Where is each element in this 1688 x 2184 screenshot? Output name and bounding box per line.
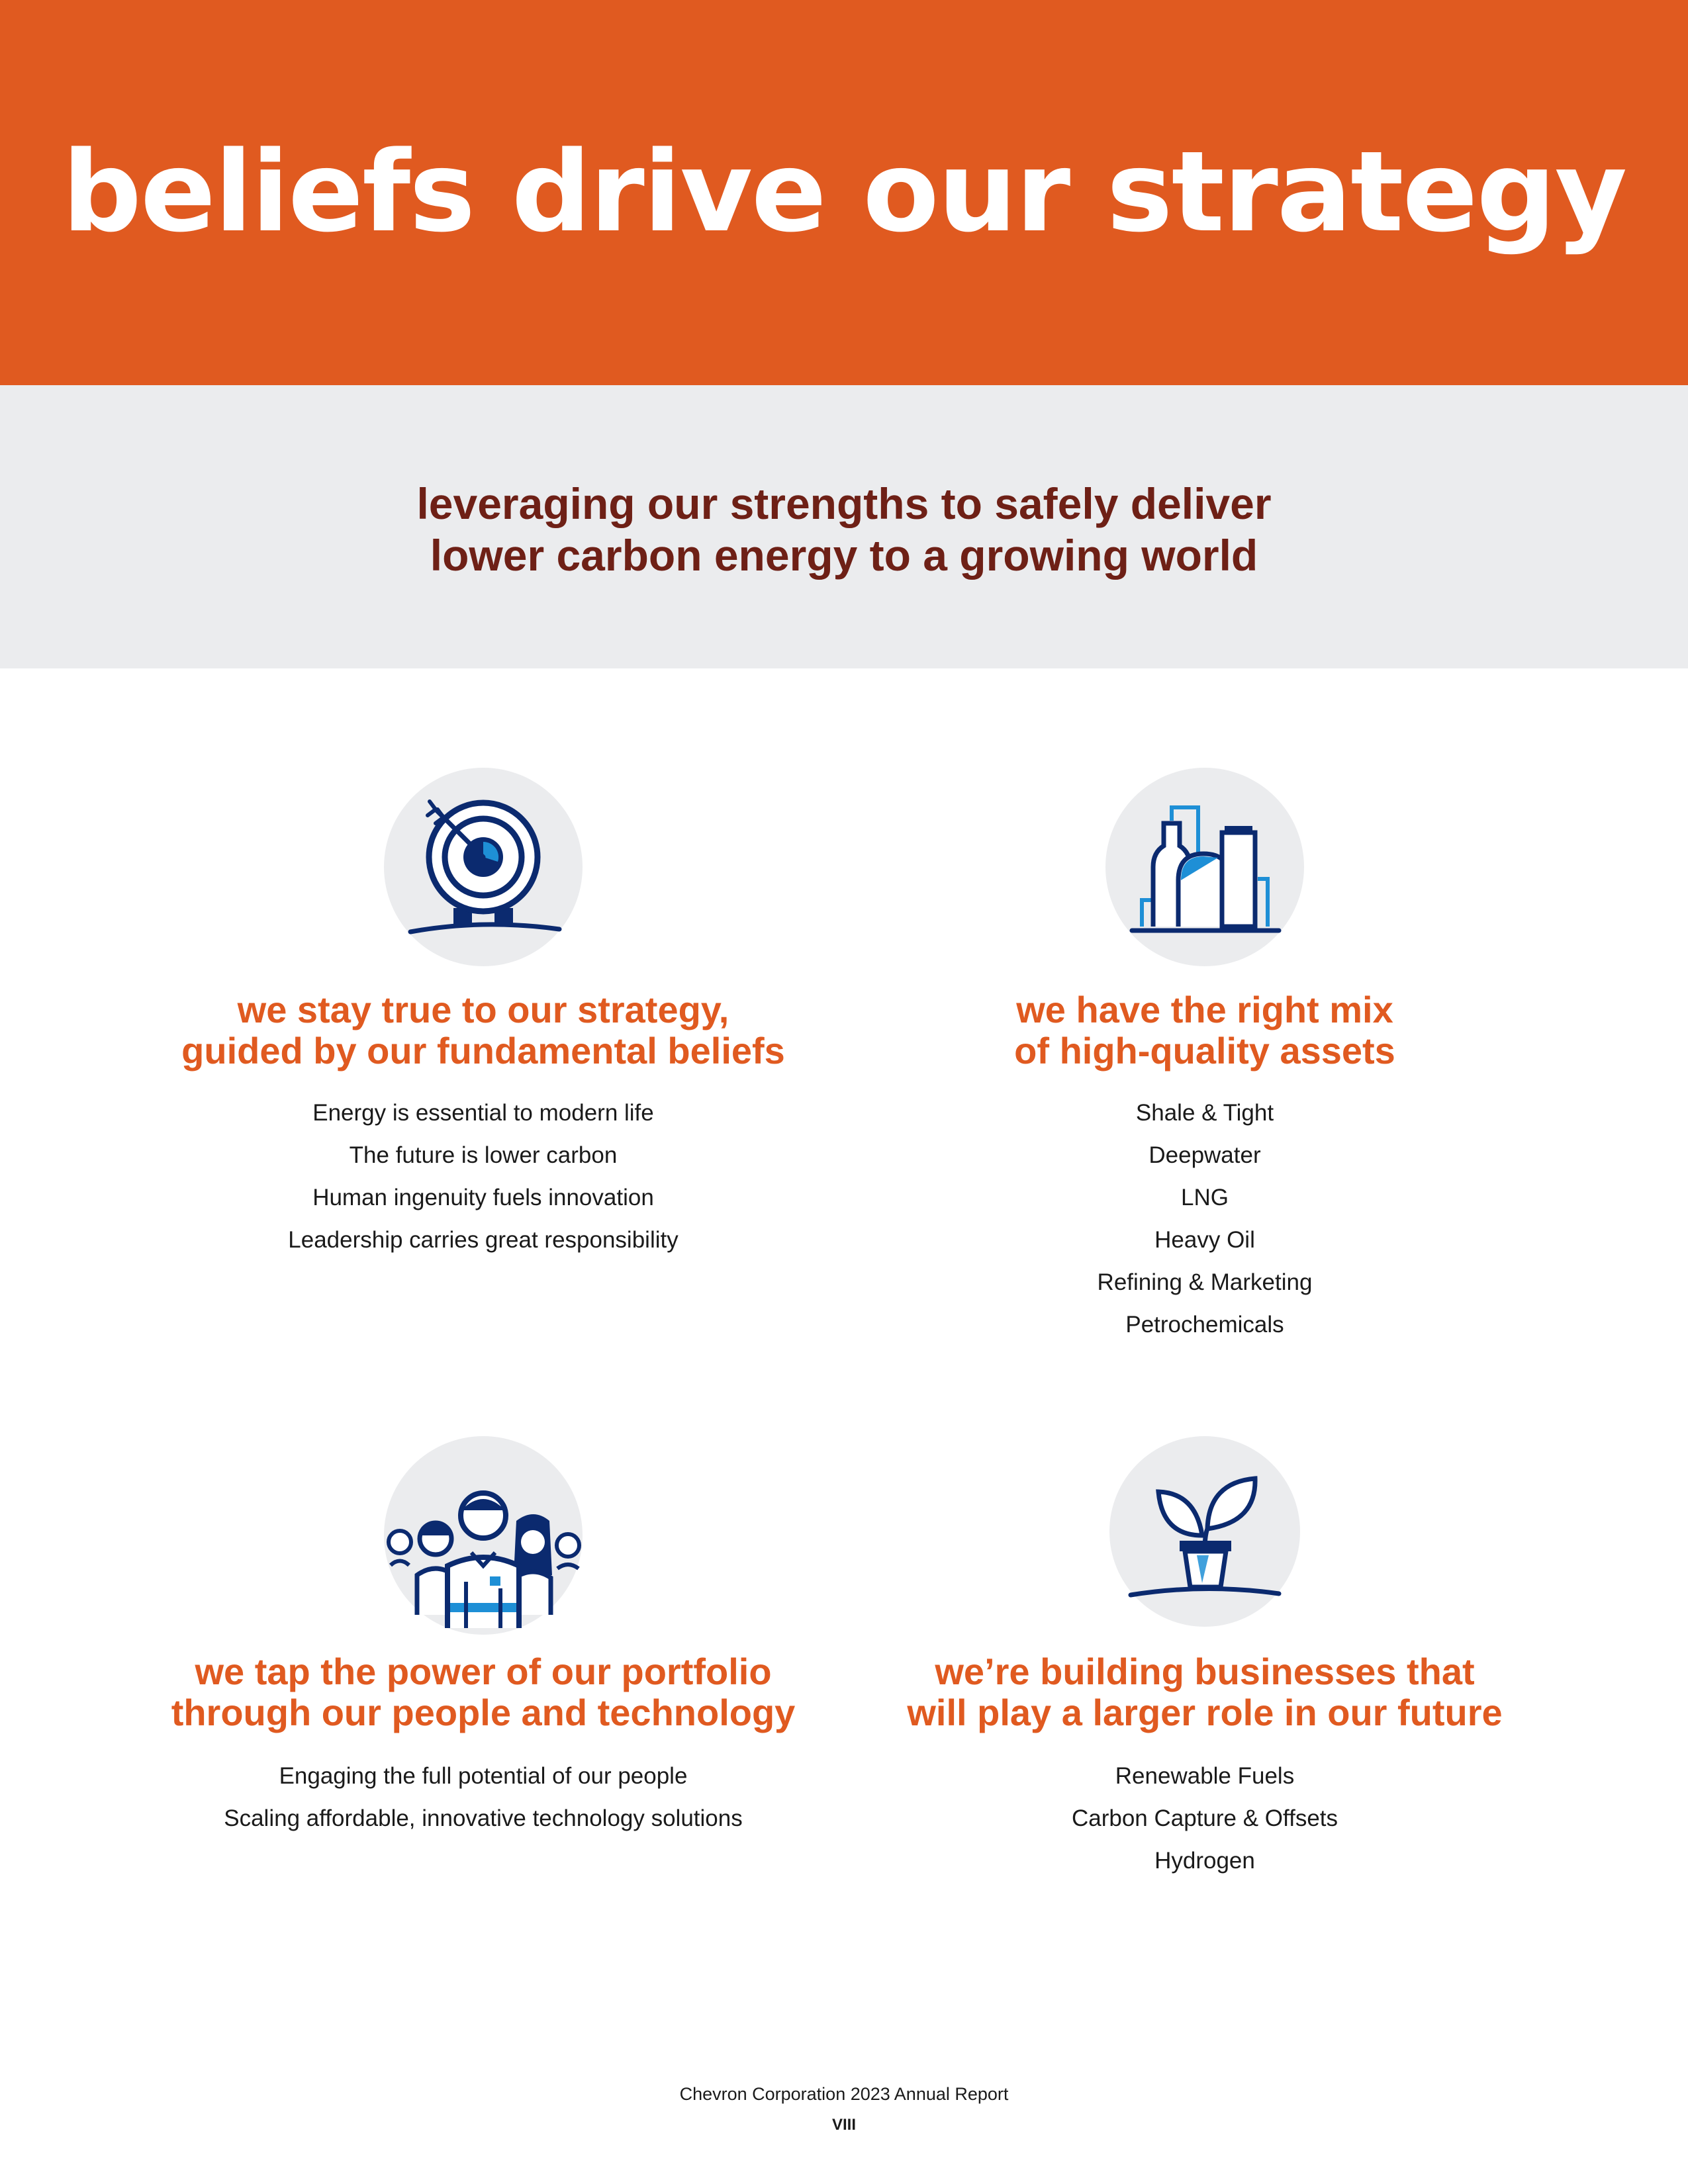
page-title: beliefs drive our strategy — [62, 127, 1626, 257]
card-heading — [841, 1651, 1569, 1733]
card-heading-line-1: we have the right mix — [1016, 989, 1393, 1030]
list-item: Shale & Tight — [1135, 1100, 1274, 1126]
target-icon — [384, 768, 583, 966]
list-item: Leadership carries great responsibility — [288, 1227, 679, 1253]
header-band — [0, 0, 1688, 385]
list-item: Energy is essential to modern life — [312, 1100, 654, 1126]
card-people — [119, 1436, 847, 1873]
list-item: Heavy Oil — [1154, 1227, 1255, 1253]
list-item: Carbon Capture & Offsets — [1071, 1805, 1338, 1831]
card-assets — [841, 768, 1569, 1350]
list-item: Engaging the full potential of our people — [279, 1763, 688, 1789]
list-item: Renewable Fuels — [1115, 1763, 1295, 1789]
list-item: Deepwater — [1149, 1142, 1261, 1168]
card-heading-line-1: we’re building businesses that — [935, 1651, 1475, 1692]
card-list — [119, 1755, 847, 1840]
card-heading — [841, 989, 1569, 1071]
list-item: Scaling affordable, innovative technology solutions — [224, 1805, 743, 1831]
list-item: The future is lower carbon — [349, 1142, 618, 1168]
card-strategy — [119, 768, 847, 1271]
card-heading-line-2: will play a larger role in our future — [907, 1692, 1503, 1733]
list-item: Petrochemicals — [1125, 1312, 1284, 1338]
list-item: LNG — [1181, 1185, 1229, 1210]
tagline — [0, 478, 1688, 581]
people-icon — [384, 1436, 583, 1635]
card-list — [841, 1092, 1569, 1346]
card-heading-line-2: through our people and technology — [171, 1692, 796, 1733]
list-item: Refining & Marketing — [1097, 1269, 1313, 1295]
card-heading — [119, 989, 847, 1071]
footer-report-title: Chevron Corporation 2023 Annual Report — [679, 2084, 1009, 2104]
page-number: VIII — [831, 2116, 856, 2134]
tagline-line-2: lower carbon energy to a growing world — [430, 531, 1258, 580]
card-heading-line-2: of high-quality assets — [1014, 1030, 1395, 1071]
card-heading-line-1: we stay true to our strategy, — [237, 989, 729, 1030]
card-list — [841, 1755, 1569, 1882]
refinery-icon — [1105, 768, 1304, 966]
list-item: Hydrogen — [1154, 1848, 1255, 1874]
plant-icon — [1109, 1436, 1300, 1627]
card-future — [841, 1436, 1569, 1913]
list-item: Human ingenuity fuels innovation — [312, 1185, 654, 1210]
tagline-line-1: leveraging our strengths to safely deliver — [416, 479, 1272, 528]
card-heading — [119, 1651, 847, 1733]
card-list — [119, 1092, 847, 1261]
card-heading-line-1: we tap the power of our portfolio — [195, 1651, 772, 1692]
card-heading-line-2: guided by our fundamental beliefs — [181, 1030, 785, 1071]
